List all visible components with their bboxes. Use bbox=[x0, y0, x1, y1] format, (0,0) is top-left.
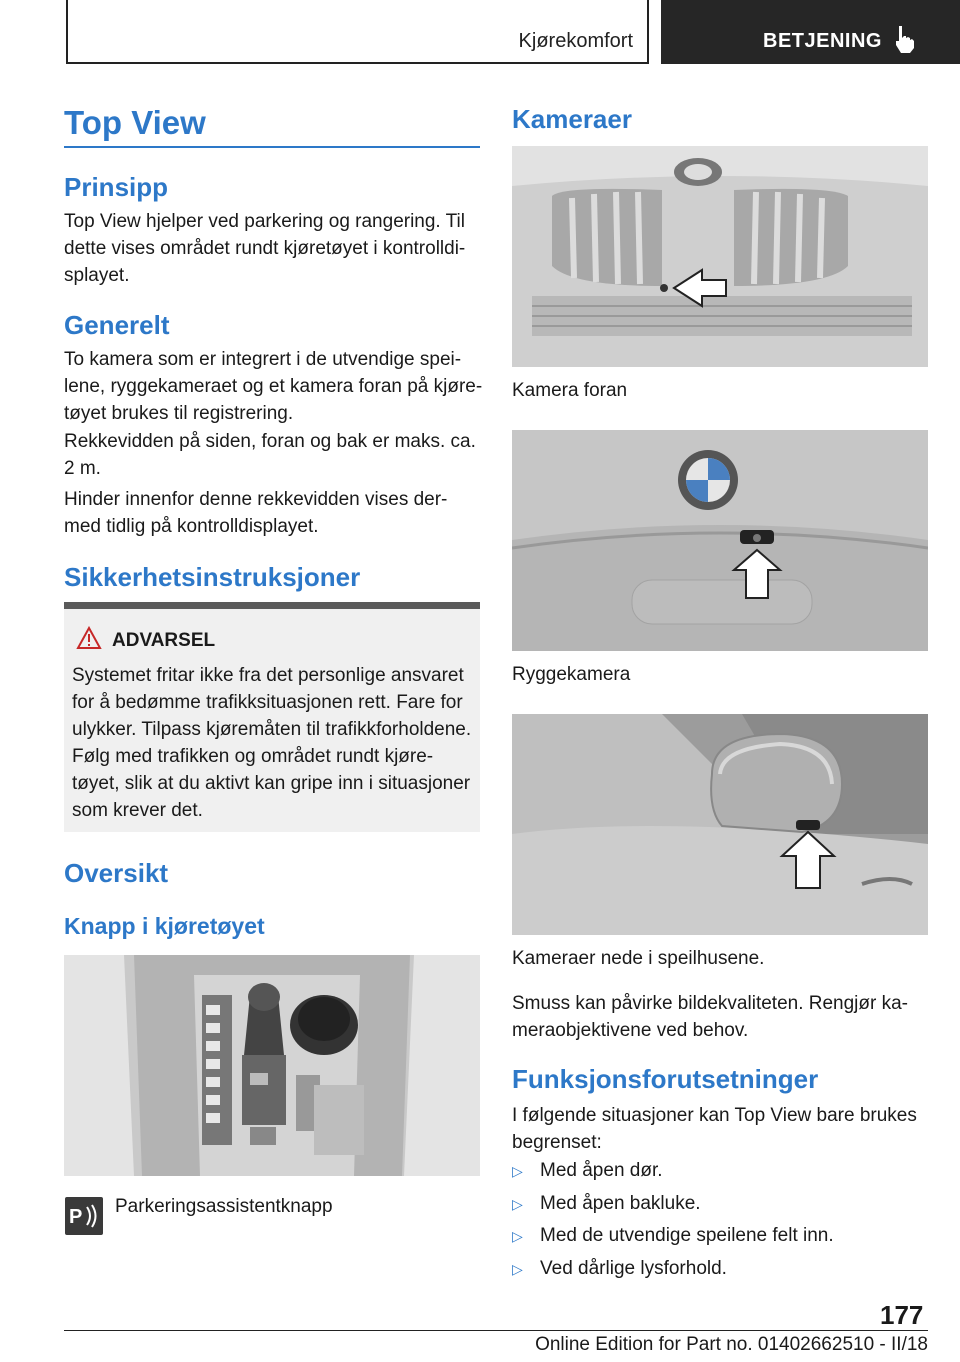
heading-prinsipp: Prinsipp bbox=[64, 172, 169, 202]
hand-pointer-icon bbox=[893, 24, 919, 54]
triangle-bullet-icon: ▷ bbox=[512, 1196, 523, 1212]
button-caption: Parkeringsassistentknapp bbox=[115, 1196, 333, 1217]
caption-rear-camera: Ryggekamera bbox=[512, 664, 631, 685]
caption-mirror-camera: Kameraer nede i speilhusene. bbox=[512, 948, 765, 969]
footer-rule bbox=[64, 1330, 928, 1331]
caption-front-camera: Kamera foran bbox=[512, 380, 628, 401]
text-line: To kamera som er integrert i de utvendige spei- bbox=[64, 349, 462, 370]
console-illustration bbox=[64, 955, 480, 1176]
paragraph-funksjon bbox=[512, 1102, 917, 1156]
text-line: splayet. bbox=[64, 265, 130, 286]
heading-kameraer: Kameraer bbox=[512, 104, 632, 134]
warning-triangle-icon bbox=[76, 626, 102, 650]
list-item-text: Ved dårlige lysforhold. bbox=[540, 1258, 727, 1279]
footer-edition: Online Edition for Part no. 01402662510 - II/18 bbox=[535, 1334, 928, 1355]
title-rule bbox=[64, 146, 480, 148]
list-item-text: Med de utvendige speilene felt inn. bbox=[540, 1225, 834, 1246]
paragraph-smuss bbox=[512, 990, 908, 1044]
mirror-camera-illustration bbox=[512, 714, 928, 935]
list-item bbox=[512, 1258, 727, 1280]
heading-oversikt: Oversikt bbox=[64, 858, 169, 888]
text-line: begrenset: bbox=[512, 1132, 602, 1153]
warning-text bbox=[72, 662, 471, 824]
text-line: meraobjektivene ved behov. bbox=[512, 1020, 749, 1041]
heading-funksjon: Funksjonsforutsetninger bbox=[512, 1064, 819, 1094]
text-line: dette vises området rundt kjøretøyet i kontrolldi- bbox=[64, 238, 466, 259]
paragraph-generelt-1 bbox=[64, 346, 482, 427]
parking-assistant-button-icon bbox=[65, 1197, 103, 1235]
text-line: Hinder innenfor denne rekkevidden vises der- bbox=[64, 489, 448, 510]
text-line: lene, ryggekameraet og et kamera foran på kjøre- bbox=[64, 376, 483, 397]
text-line: tøyet, slik at du aktivt kan gripe inn i situasjoner bbox=[72, 773, 471, 794]
text-line: som krever det. bbox=[72, 800, 203, 821]
text-line: ulykker. Tilpass kjøremåten til trafikkforholdene. bbox=[72, 719, 472, 740]
header-section-box bbox=[66, 0, 649, 64]
list-item bbox=[512, 1225, 834, 1247]
triangle-bullet-icon: ▷ bbox=[512, 1261, 523, 1277]
text-line: tøyet brukes til registrering. bbox=[64, 403, 294, 424]
svg-text:P: P bbox=[69, 1206, 83, 1228]
warning-bar bbox=[64, 602, 480, 609]
text-line: Smuss kan påvirke bildekvaliteten. Rengjør ka- bbox=[512, 993, 909, 1014]
paragraph-generelt-2 bbox=[64, 428, 476, 482]
header-chapter-box bbox=[661, 0, 960, 64]
page-number: 177 bbox=[880, 1300, 924, 1330]
text-line: 2 m. bbox=[64, 458, 101, 479]
text-line: med tidlig på kontrolldisplayet. bbox=[64, 516, 319, 537]
front-camera-illustration bbox=[512, 146, 928, 367]
text-line: I følgende situasjoner kan Top View bare brukes bbox=[512, 1105, 917, 1126]
triangle-bullet-icon: ▷ bbox=[512, 1228, 523, 1244]
triangle-bullet-icon: ▷ bbox=[512, 1163, 523, 1179]
text-line: Rekkevidden på siden, foran og bak er maks. ca. bbox=[64, 431, 476, 452]
text-line: Følg med trafikken og området rundt kjøre- bbox=[72, 746, 434, 767]
list-item-text: Med åpen dør. bbox=[540, 1160, 663, 1181]
text-line: Top View hjelper ved parkering og rangering. Til bbox=[64, 211, 465, 232]
paragraph-prinsipp bbox=[64, 208, 465, 289]
list-item bbox=[512, 1160, 663, 1182]
paragraph-generelt-3 bbox=[64, 486, 447, 540]
header-chapter-title: BETJENING bbox=[763, 30, 882, 52]
text-line: for å bedømme trafikksituasjonen rett. Fare for bbox=[72, 692, 463, 713]
header-section-title: Kjørekomfort bbox=[518, 30, 633, 52]
text-line: Systemet fritar ikke fra det personlige ansvaret bbox=[72, 665, 464, 686]
list-item bbox=[512, 1193, 701, 1215]
heading-safety: Sikkerhetsinstruksjoner bbox=[64, 562, 361, 592]
heading-generelt: Generelt bbox=[64, 310, 170, 340]
list-item-text: Med åpen bakluke. bbox=[540, 1193, 701, 1214]
warning-label: ADVARSEL bbox=[112, 630, 216, 651]
page-title: Top View bbox=[64, 104, 206, 141]
heading-knapp: Knapp i kjøretøyet bbox=[64, 913, 265, 939]
rear-camera-illustration bbox=[512, 430, 928, 651]
